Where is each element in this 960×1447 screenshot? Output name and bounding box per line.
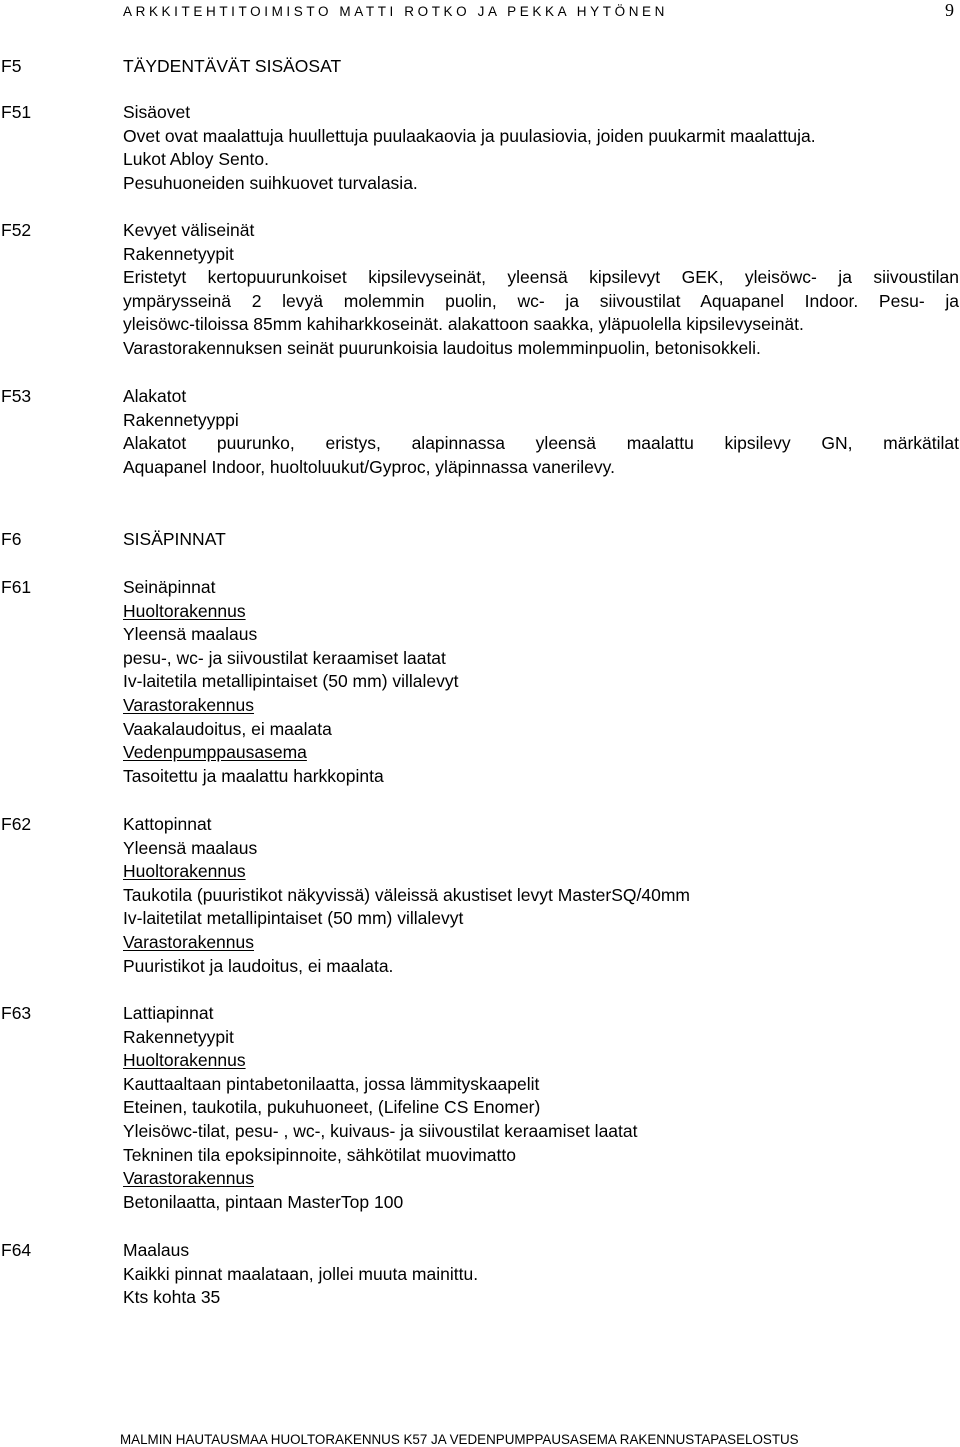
section-heading: Sisäovet <box>123 102 191 122</box>
section-title: TÄYDENTÄVÄT SISÄOSAT <box>123 56 342 76</box>
building-label: Varastorakennus <box>123 1168 255 1189</box>
paragraph-line: Alakatot puurunko, eristys, alapinnassa yleensä maalattu kipsilevy GN, märkätilat <box>123 433 959 454</box>
section-heading: Seinäpinnat <box>123 577 216 597</box>
section-code: F63 <box>1 1003 32 1023</box>
section-code: F62 <box>1 814 32 834</box>
section-body <box>123 1002 638 1214</box>
document-footer: MALMIN HAUTAUSMAA HUOLTORAKENNUS K57 JA VEDENPUMPPAUSASEMA RAKENNUSTAPASELOSTUS <box>120 1432 799 1447</box>
paragraph-line: Varastorakennuksen seinät puurunkoisia laudoitus molemminpuolin, betonisokkeli. <box>123 337 761 358</box>
text-line: Kauttaaltaan pintabetonilaatta, jossa lämmityskaapelit <box>123 1073 540 1094</box>
section-body <box>123 219 959 361</box>
section-body <box>123 101 816 195</box>
text-line: Tekninen tila epoksipinnoite, sähkötilat muovimatto <box>123 1144 516 1165</box>
building-label: Varastorakennus <box>123 931 255 952</box>
paragraph-line: Eristetyt kertopuurunkoiset kipsilevyseinät, yleensä kipsilevyt GEK, yleisöwc- ja siivoustilan <box>123 267 959 288</box>
section-code: F51 <box>1 102 32 122</box>
text-line: Yleensä maalaus <box>123 837 258 858</box>
text-line: Puuristikot ja laudoitus, ei maalata. <box>123 955 394 976</box>
building-label: Huoltorakennus <box>123 600 246 621</box>
building-label: Varastorakennus <box>123 694 255 715</box>
text-line: Lukot Abloy Sento. <box>123 149 269 170</box>
section-heading: Alakatot <box>123 386 187 406</box>
text-line: Vaakalaudoitus, ei maalata <box>123 718 332 739</box>
section-code: F64 <box>1 1240 32 1260</box>
text-line: Taukotila (puuristikot näkyvissä) väleissä akustiset levyt MasterSQ/40mm <box>123 884 691 905</box>
text-line: Yleensä maalaus <box>123 624 258 645</box>
section-code: F52 <box>1 220 32 240</box>
section-subheading: Rakennetyypit <box>123 1026 234 1047</box>
page-number: 9 <box>945 0 954 20</box>
section-body <box>123 385 959 479</box>
text-line: Yleisöwc-tilat, pesu- , wc-, kuivaus- ja siivoustilat keraamiset laatat <box>123 1120 638 1141</box>
document-header: ARKKITEHTITOIMISTO MATTI ROTKO JA PEKKA HYTÖNEN <box>123 4 669 19</box>
section-title: SISÄPINNAT <box>123 529 226 549</box>
text-line: Ovet ovat maalattuja huullettuja puulaakaovia ja puulasiovia, joiden puukarmit maalattuja. <box>123 125 816 146</box>
section-code: F61 <box>1 577 32 597</box>
text-line: Eteinen, taukotila, pukuhuoneet, (Lifeline CS Enomer) <box>123 1097 541 1118</box>
text-line: Kts kohta 35 <box>123 1287 221 1308</box>
section-code: F6 <box>1 529 22 549</box>
section-body <box>123 576 459 788</box>
text-line: Iv-laitetilat metallipintaiset (50 mm) villalevyt <box>123 908 464 929</box>
text-line: Kaikki pinnat maalataan, jollei muuta mainittu. <box>123 1263 479 1284</box>
text-line: Tasoitettu ja maalattu harkkopinta <box>123 765 384 786</box>
building-label: Huoltorakennus <box>123 861 246 882</box>
section-subheading: Rakennetyypit <box>123 243 234 264</box>
text-line: Pesuhuoneiden suihkuovet turvalasia. <box>123 172 418 193</box>
section-heading: Maalaus <box>123 1240 190 1260</box>
section-subheading: Rakennetyyppi <box>123 409 239 430</box>
text-line: pesu-, wc- ja siivoustilat keraamiset laatat <box>123 647 446 668</box>
section-code: F53 <box>1 386 32 406</box>
section-heading: Lattiapinnat <box>123 1003 214 1023</box>
building-label: Huoltorakennus <box>123 1050 246 1071</box>
section-body <box>123 813 690 978</box>
section-heading: Kevyet väliseinät <box>123 220 255 240</box>
section-heading: Kattopinnat <box>123 814 212 834</box>
text-line: Betonilaatta, pintaan MasterTop 100 <box>123 1191 404 1212</box>
paragraph-line: yleisöwc-tiloissa 85mm kahiharkkoseinät. alakattoon saakka, yläpuolella kipsilevyseinät. <box>123 314 804 335</box>
paragraph-line: ympärysseinä 2 levyä molemmin puolin, wc- ja siivoustilat Aquapanel Indoor. Pesu- ja <box>123 290 959 311</box>
building-label: Vedenpumppausasema <box>123 742 307 763</box>
section-code: F5 <box>1 56 22 76</box>
text-line: Iv-laitetila metallipintaiset (50 mm) villalevyt <box>123 671 459 692</box>
paragraph-line: Aquapanel Indoor, huoltoluukut/Gyproc, yläpinnassa vanerilevy. <box>123 456 615 477</box>
section-body <box>123 1239 478 1310</box>
